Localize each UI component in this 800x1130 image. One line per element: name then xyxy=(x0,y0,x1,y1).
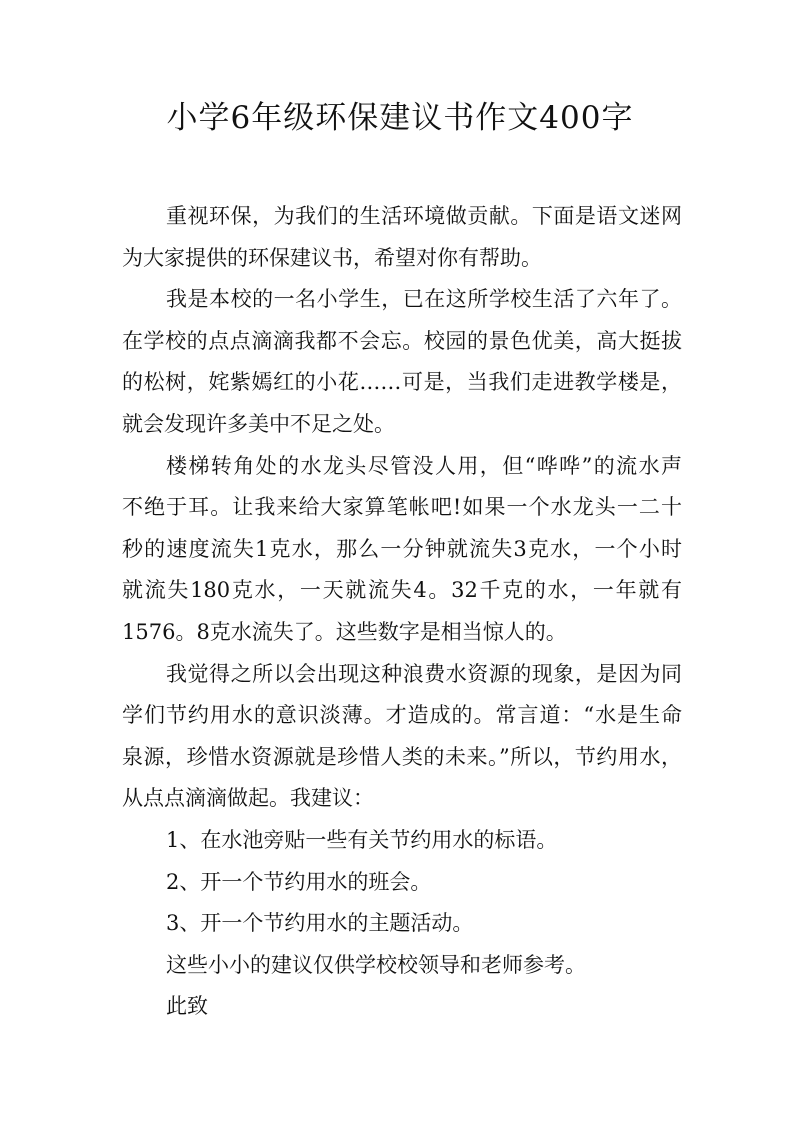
text-line: 这些小小的建议仅供学校校领导和老师参考。 xyxy=(166,952,586,977)
closing-salutation: 此致 xyxy=(166,994,208,1019)
document-body xyxy=(122,196,682,1028)
document-title: 小学6年级环保建议书作文400字 xyxy=(166,100,634,136)
text-line: 我是本校的一名小学生，已在这所学校生活了六年了。 xyxy=(166,287,682,312)
text-line: 从点点滴滴做起。我建议： xyxy=(122,786,374,811)
list-item: 2、开一个节约用水的班会。 xyxy=(166,869,432,894)
text-line: 就流失180克水，一天就流失4。32千克的水，一年就有 xyxy=(122,578,682,603)
text-line: 泉源，珍惜水资源就是珍惜人类的未来。”所以，节约用水， xyxy=(122,744,682,769)
text-line: 不绝于耳。让我来给大家算笔帐吧!如果一个水龙头一二十 xyxy=(122,495,682,520)
text-line: 重视环保，为我们的生活环境做贡献。下面是语文迷网 xyxy=(166,204,682,228)
text-line: 楼梯转角处的水龙头尽管没人用，但“哗哗”的流水声 xyxy=(166,453,682,478)
text-line: 学们节约用水的意识淡薄。才造成的。常言道：“水是生命 xyxy=(122,703,682,728)
text-line: 为大家提供的环保建议书，希望对你有帮助。 xyxy=(122,245,542,270)
list-item: 3、开一个节约用水的主题活动。 xyxy=(166,911,474,936)
text-line: 1576。8克水流失了。这些数字是相当惊人的。 xyxy=(122,619,567,644)
text-line: 秒的速度流失1克水，那么一分钟就流失3克水，一个小时 xyxy=(122,536,682,561)
text-line: 我觉得之所以会出现这种浪费水资源的现象，是因为同 xyxy=(166,661,682,686)
list-item: 1、在水池旁贴一些有关节约用水的标语。 xyxy=(166,827,558,852)
text-line: 就会发现许多美中不足之处。 xyxy=(122,411,395,436)
text-line: 在学校的点点滴滴我都不会忘。校园的景色优美，高大挺拔 xyxy=(122,328,682,353)
text-line: 的松树，姹紫嫣红的小花……可是，当我们走进教学楼是， xyxy=(122,370,682,395)
